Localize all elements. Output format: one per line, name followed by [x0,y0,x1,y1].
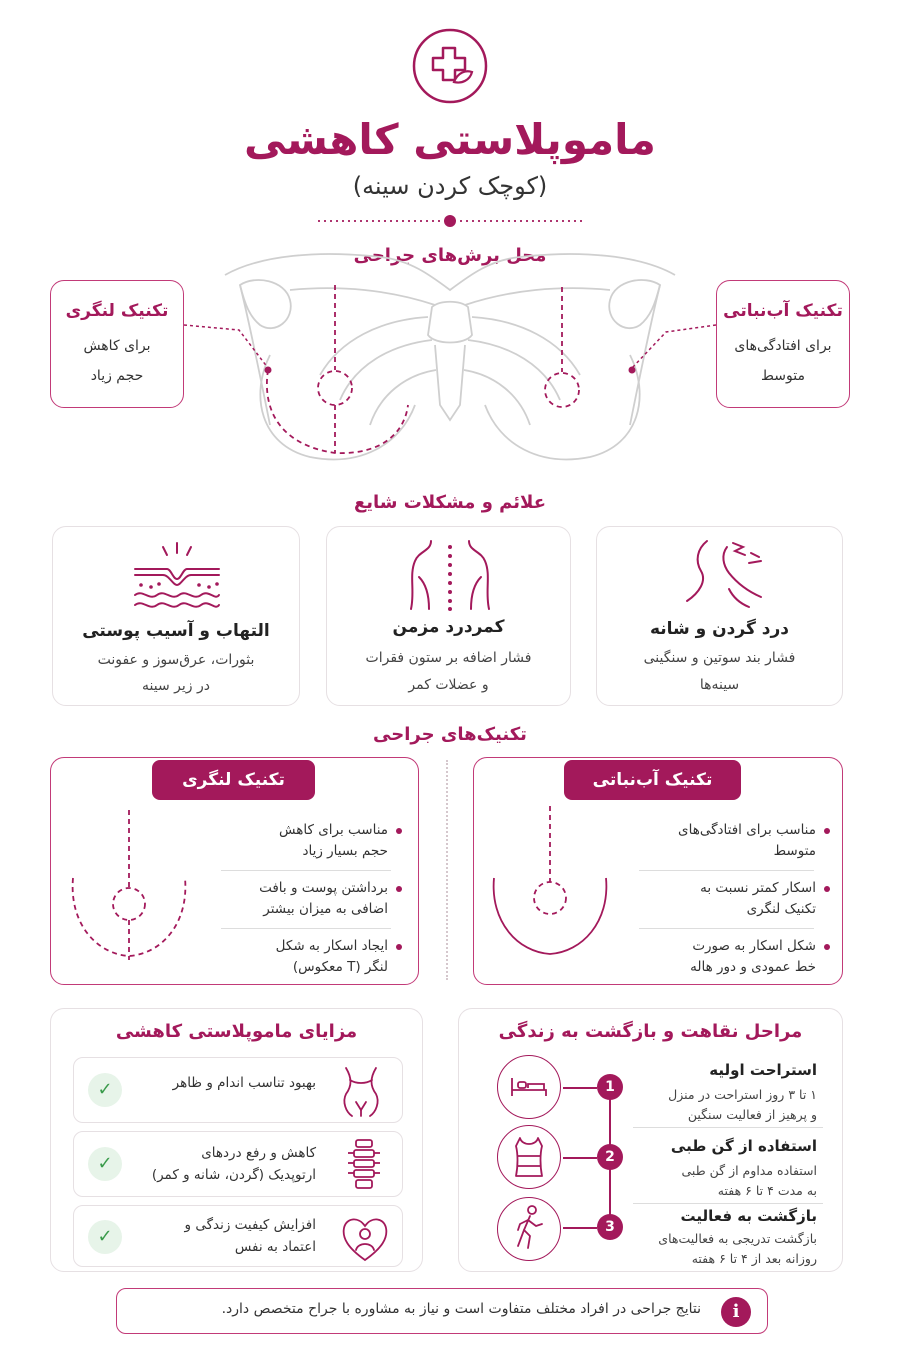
incision-anchor-title: تکنیک لنگری [65,301,169,321]
incision-lollipop-line1: برای افتادگی‌های [734,338,832,354]
step-2-title: استفاده از گن طبی [670,1137,817,1155]
techniques-heading: تکنیک‌های جراحی [373,724,527,745]
lollipop-bullet-1-line2: متوسط [773,843,816,859]
footer-note [116,1288,768,1334]
step-3-title: بازگشت به فعالیت [680,1207,817,1225]
heart-person-icon [340,1210,390,1264]
connector-left [184,320,274,380]
connector-right [626,320,716,380]
lollipop-bullet-2-line2: تکنیک لنگری [746,901,816,917]
anchor-bullet-3-line1: ایجاد اسکار به شکل [275,938,388,954]
techniques-divider [446,760,448,980]
step-1-number: 1 [597,1074,623,1100]
benefits-card [50,1008,423,1272]
check-icon: ✓ [88,1073,122,1107]
benefit-2-line2: ارتوپدیک (گردن، شانه و کمر) [151,1167,316,1183]
skin-irritation-icon [129,539,225,611]
lollipop-bullet-3-line2: خط عمودی و دور هاله [690,959,816,975]
step-1-body [633,1085,817,1125]
recovery-card [458,1008,843,1272]
symptom-skin-title: التهاب و آسیب پوستی [82,621,270,641]
lollipop-bullet-2 [634,878,816,920]
logo-icon [412,28,488,104]
page-title: ماموپلاستی کاهشی [244,115,656,164]
anchor-bullet-1-line2: حجم بسیار زیاد [302,843,388,859]
symptom-back-line1: فشار اضافه بر ستون فقرات [365,650,532,666]
benefit-2-line1: کاهش و رفع دردهای [201,1145,316,1161]
symptom-card-skin [52,526,300,706]
incision-lollipop-card [716,280,850,408]
anchor-bullet-3 [206,936,388,978]
symptom-card-neck [596,526,843,706]
benefit-item-3 [73,1205,403,1267]
incision-anchor-line2: حجم زیاد [90,368,144,384]
benefit-item-2 [73,1131,403,1197]
step-3-line1: بازگشت تدریجی به فعالیت‌های [658,1231,817,1246]
recovery-heading: مراحل نقاهت و بازگشت به زندگی [498,1021,803,1042]
step-3-body [627,1229,817,1269]
benefit-1-text [144,1072,316,1094]
anchor-incision-icon [67,806,191,966]
benefit-item-1 [73,1057,403,1123]
benefit-3-line1: افزایش کیفیت زندگی و [184,1217,316,1233]
step-3-number: 3 [597,1214,623,1240]
symptom-neck-title: درد گردن و شانه [649,619,790,639]
page-subtitle: (کوچک کردن سینه) [352,172,548,200]
lollipop-bullet-1 [634,820,816,862]
anchor-bullet-2-line1: برداشتن پوست و بافت [259,880,388,896]
step-1-connector [563,1087,597,1089]
title-divider [316,212,584,230]
benefit-3-line2: اعتماد به نفس [234,1239,316,1255]
benefit-3-text [144,1214,316,1258]
step-2-body [633,1161,817,1201]
step-3-circle [497,1197,561,1261]
neck-pain-icon [677,537,767,613]
anchor-bullet-3-line2: لنگر (T معکوس) [292,959,388,975]
technique-anchor-label: تکنیک لنگری [152,760,315,800]
check-icon: ✓ [88,1220,122,1254]
symptom-neck-line2: سینه‌ها [699,677,740,693]
symptom-card-back [326,526,571,706]
benefit-2-text [124,1142,316,1186]
lollipop-bullet-2-line1: اسکار کمتر نسبت به [700,880,816,896]
step-3-line2: روزانه بعد از ۴ تا ۶ هفته [691,1251,817,1266]
technique-lollipop-card [473,757,843,985]
step-1-title: استراحت اولیه [709,1061,817,1079]
incision-lollipop-title: تکنیک آب‌نباتی [723,301,843,321]
step-2-line2: به مدت ۴ تا ۶ هفته [717,1183,817,1198]
spine-icon [346,1138,382,1192]
step-2-line1: استفاده مداوم از گن طبی [681,1163,817,1178]
symptom-back-title: کمردرد مزمن [392,617,505,637]
technique-anchor-card [50,757,419,985]
footer-note-text: نتایج جراحی در افراد مختلف متفاوت است و نیاز به مشاوره با جراح متخصص دارد. [221,1301,701,1317]
info-icon: i [721,1297,751,1327]
step-2-connector [563,1157,597,1159]
symptom-skin-line2: در زیر سینه [142,678,210,694]
benefit-1-line1: بهبود تناسب اندام و ظاهر [172,1075,316,1091]
symptom-back-line2: و عضلات کمر [408,677,489,693]
step-1-line2: و پرهیز از فعالیت سنگین [687,1107,817,1122]
anchor-bullet-2-line2: اضافی به میزان بیشتر [263,901,388,917]
anchor-bullet-1-line1: مناسب برای کاهش [279,822,388,838]
incision-lollipop-line2: متوسط [761,368,805,384]
symptom-neck-line1: فشار بند سوتین و سنگینی [643,650,796,666]
technique-lollipop-label: تکنیک آب‌نباتی [564,760,741,800]
symptoms-heading: علائم و مشکلات شایع [353,492,547,513]
step-2-number: 2 [597,1144,623,1170]
lollipop-bullet-1-line1: مناسب برای افتادگی‌های [678,822,816,838]
body-shape-icon [336,1064,386,1118]
incision-anchor-line1: برای کاهش [83,338,151,354]
torso-diagram [200,245,700,470]
incision-anchor-card [50,280,184,408]
step-2-circle [497,1125,561,1189]
symptom-skin-line1: بثورات، عرق‌سوز و عفونت [97,652,255,668]
anchor-bullet-2 [206,878,388,920]
step-1-line1: ۱ تا ۳ روز استراحت در منزل [668,1087,817,1102]
back-pain-icon [405,537,495,613]
step-3-connector [563,1227,597,1229]
lollipop-bullet-3-line1: شکل اسکار به صورت [692,938,816,954]
benefits-heading: مزایای ماموپلاستی کاهشی [115,1021,358,1042]
anchor-bullet-1 [206,820,388,862]
lollipop-incision-icon [488,802,612,962]
step-1-circle [497,1055,561,1119]
lollipop-bullet-3 [634,936,816,978]
check-icon: ✓ [88,1147,122,1181]
incision-heading: محل برش‌های جراحی [353,245,547,266]
